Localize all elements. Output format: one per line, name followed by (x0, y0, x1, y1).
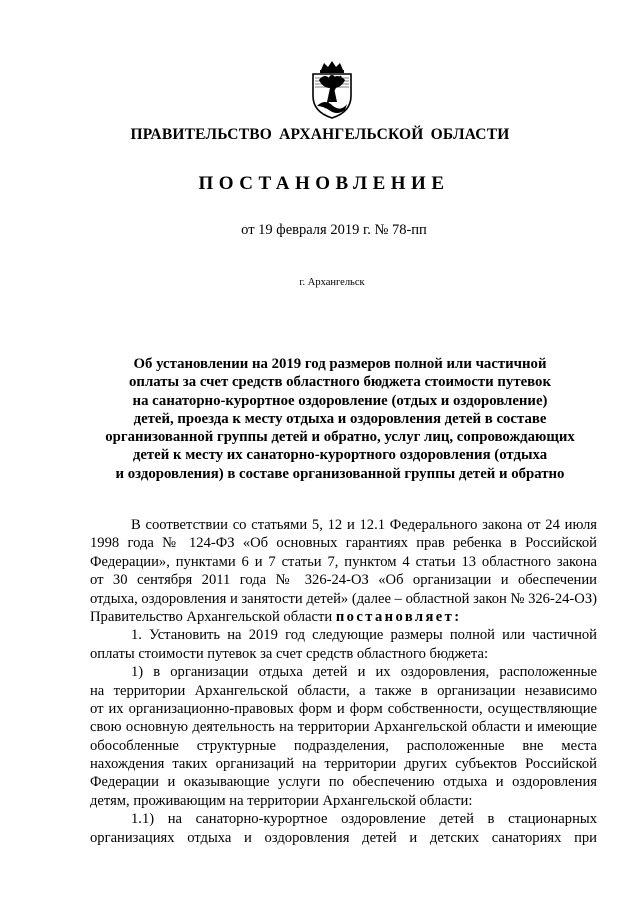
title-line: и оздоровления) в составе организованной группы детей и обратно (115, 465, 565, 482)
body-line: от их организационно-правовых форм и форм собственности, осуществляющие (90, 700, 597, 717)
body-line: обособленные структурные подразделения, расположенные вне места (90, 737, 597, 754)
document-city: г. Архангельск (299, 277, 365, 288)
body-line: 1.1) на санаторно-курортное оздоровление детей в стационарных (131, 811, 597, 828)
resolution-line (90, 608, 597, 626)
body-line: на территории Архангельской области, а также в организации независимо (90, 682, 597, 699)
resolution-prefix: Правительство Архангельской области (90, 608, 336, 625)
body-line: оплаты стоимости путевок за счет средств областного бюджета: (90, 645, 488, 662)
title-line: на санаторно-курортное оздоровление (отдых и оздоровление) (132, 392, 548, 409)
body-line: 1. Установить на 2019 год следующие размеры полной или частичной (131, 627, 597, 644)
organization-name: ПРАВИТЕЛЬСТВО АРХАНГЕЛЬСКОЙ ОБЛАСТИ (130, 126, 510, 143)
body-line: Федерации», пунктами 6 и 7 статьи 7, пунктом 4 статьи 13 областного закона (90, 553, 597, 570)
title-line: детей, проезда к месту отдыха и оздоровления детей в составе (133, 410, 547, 427)
title-line: детей к месту их санаторно-курортного оздоровления (отдыха (132, 447, 548, 464)
body-line: детям, проживающим на территории Архангельской области: (90, 792, 473, 809)
resolution-keyword: постановляет (335, 608, 455, 625)
body-line: 1998 года № 124-ФЗ «Об основных гарантиях прав ребенка в Российской (90, 535, 597, 552)
title-line: оплаты за счет средств областного бюджета стоимости путевок (129, 374, 551, 391)
document-title (80, 355, 600, 483)
body-line: отдыха, оздоровления и занятости детей» (далее – областной закон № 326-24-ОЗ) (90, 590, 597, 607)
body-line: от 30 сентября 2011 года № 326-24-ОЗ «Об организации и обеспечении (90, 572, 597, 589)
body-line: нахождения таких организаций на территории других субъектов Российской (90, 756, 597, 773)
document-body (90, 516, 597, 847)
document-type: ПОСТАНОВЛЕНИЕ (198, 173, 450, 194)
body-line: организациях отдыха и оздоровления детей и детских санаториях при (90, 829, 597, 846)
body-line: В соответствии со статьями 5, 12 и 12.1 Федерального закона от 24 июля (131, 517, 597, 533)
body-line: 1) в организации отдыха детей и их оздоровления, расположенные (131, 664, 597, 681)
title-line: организованной группы детей и обратно, услуг лиц, сопровождающих (105, 429, 575, 446)
title-line: Об установлении на 2019 год размеров полной или частичной (133, 356, 547, 372)
resolution-suffix: : (454, 608, 460, 625)
coat-of-arms-icon (301, 58, 363, 120)
body-line: Федерации и оказывающие услуги по обеспечению отдыха и оздоровления (90, 774, 597, 791)
document-date-number: от 19 февраля 2019 г. № 78-пп (241, 222, 427, 238)
body-line: свою основную деятельность на территории Архангельской области и имеющие (90, 719, 597, 736)
